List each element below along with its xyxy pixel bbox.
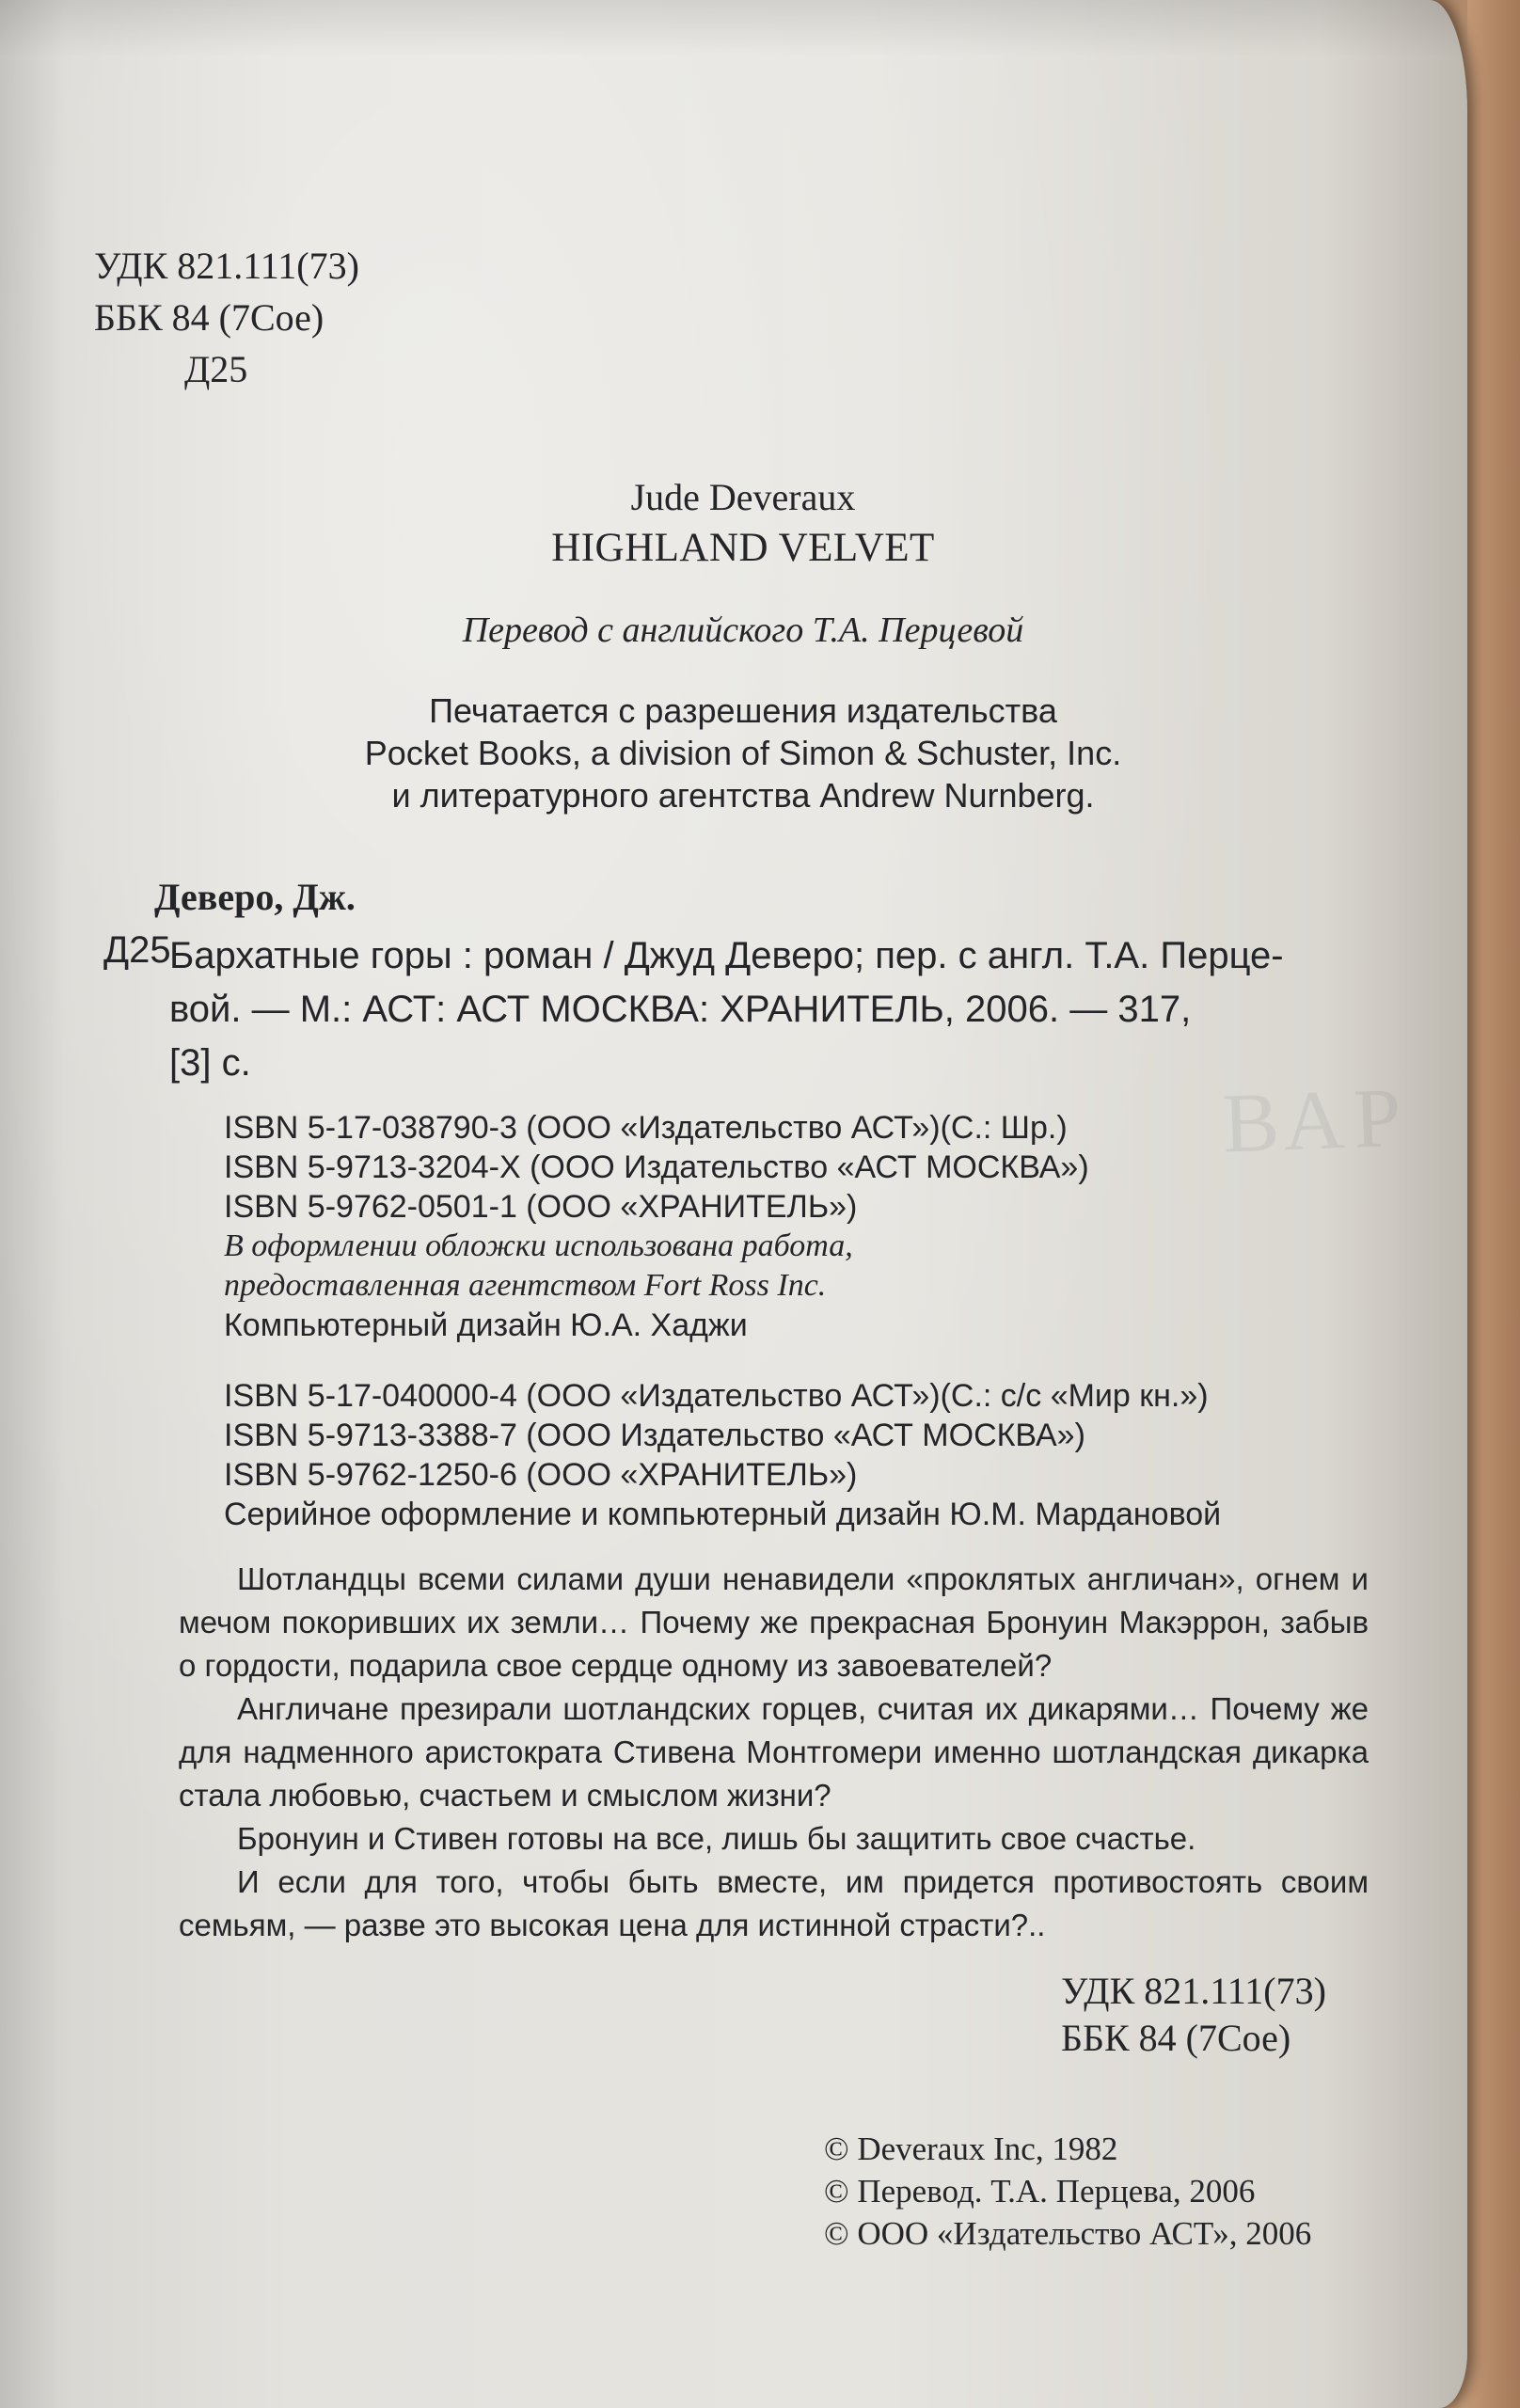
isbn-line: ISBN 5-9762-0501-1 (ООО «ХРАНИТЕЛЬ») <box>224 1189 858 1225</box>
copyright-line: © Deveraux Inc, 1982 <box>824 2131 1118 2167</box>
permission-line: Печатается с разрешения издательства <box>429 691 1057 730</box>
isbn-group-2 <box>224 1376 1221 1534</box>
bibliographic-line: Бархатные горы : роман / Джуд Деверо; пер. с англ. Т.А. Перце- <box>169 935 1284 976</box>
bbk-top: ББК 84 (7Сое) <box>94 296 325 339</box>
page-shadow-top <box>0 0 1467 56</box>
classification-bottom <box>1061 1968 1326 2062</box>
copyright-line: © Перевод. Т.А. Перцева, 2006 <box>824 2173 1256 2210</box>
bibliographic-description <box>169 929 1354 1090</box>
isbn-line: ISBN 5-17-038790-3 (ООО «Издательство АСТ»)(С.: Шр.) <box>224 1110 1068 1146</box>
permission-line: Pocket Books, a division of Simon & Schuster, Inc. <box>364 734 1122 772</box>
show-through-ghost-text: ВАР <box>1221 1070 1413 1171</box>
page-shadow-left <box>0 0 66 2408</box>
annotation-paragraph: Шотландцы всеми силами души ненавидели «проклятых англичан», огнем и мечом покоривших их земли… Почему же прекрасная Бронуин Макэррон, забыв о гордости, подарила свое сердце одному из завоевателей? <box>179 1561 1369 1683</box>
code-top: Д25 <box>184 348 248 390</box>
isbn-line: ISBN 5-9762-1250-6 (ООО «ХРАНИТЕЛЬ») <box>224 1457 858 1493</box>
annotation-paragraph: Англичане презирали шотландских горцев, считая их дикарями… Почему же для надменного аристократа Стивена Монтгомери именно шотландская дикарка стала любовью, счастьем и смыслом жизни? <box>179 1691 1369 1813</box>
permission-line: и литературного агентства Andrew Nurnberg. <box>391 776 1095 815</box>
bbk-bottom: ББК 84 (7Сое) <box>1061 2017 1291 2059</box>
annotation <box>179 1558 1369 1947</box>
original-title: HIGHLAND VELVET <box>551 526 935 570</box>
copyright-line: © ООО «Издательство АСТ», 2006 <box>824 2215 1312 2252</box>
bibliographic-line: вой. — М.: АСТ: АСТ МОСКВА: ХРАНИТЕЛЬ, 2006. — 317, <box>169 989 1192 1030</box>
isbn-group-1 <box>224 1108 1089 1345</box>
cover-note-line: В оформлении обложки использована работа, <box>224 1228 853 1263</box>
isbn-line: ISBN 5-9713-3204-X (ООО Издательство «АСТ МОСКВА») <box>224 1149 1089 1185</box>
original-author: Jude Deveraux <box>630 476 856 518</box>
permission-note <box>273 689 1213 816</box>
series-design-credit: Серийное оформление и компьютерный дизайн Ю.М. Мардановой <box>224 1497 1222 1532</box>
bibliographic-code: Д25 <box>103 929 171 971</box>
isbn-line: ISBN 5-17-040000-4 (ООО «Издательство АСТ»)(С.: с/с «Мир кн.») <box>224 1378 1209 1414</box>
bibliographic-line: [3] с. <box>169 1042 251 1084</box>
translation-note: Перевод с английского Т.А. Перцевой <box>462 610 1024 650</box>
annotation-paragraph: Бронуин и Стивен готовы на все, лишь бы защитить свое счастье. <box>237 1821 1196 1856</box>
bibliographic-author: Деверо, Дж. <box>154 876 356 918</box>
classification-top <box>94 240 359 395</box>
cover-note-line: предоставленная агентством Fort Ross Inc. <box>224 1268 827 1303</box>
annotation-paragraph: И если для того, чтобы быть вместе, им придется противостоять своим семьям, — разве это высокая цена для истинной страсти?.. <box>179 1864 1369 1942</box>
isbn-line: ISBN 5-9713-3388-7 (ООО Издательство «АСТ МОСКВА») <box>224 1418 1085 1453</box>
copyright-block <box>824 2128 1311 2255</box>
udk-bottom: УДК 821.111(73) <box>1061 1970 1326 2012</box>
udk-top: УДК 821.111(73) <box>94 245 359 287</box>
design-credit: Компьютерный дизайн Ю.А. Хаджи <box>224 1307 748 1343</box>
